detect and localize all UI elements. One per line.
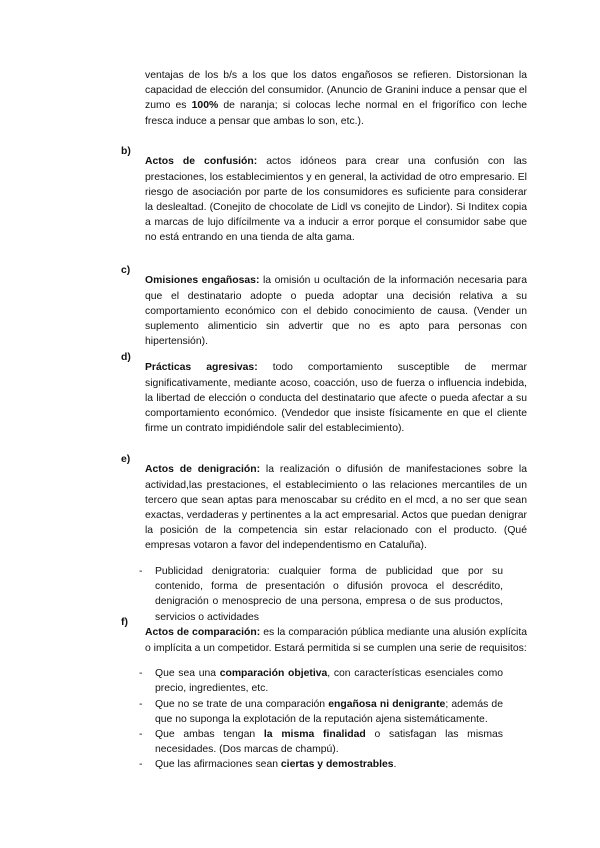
- dash-bullet: -: [139, 566, 143, 577]
- dash-bullet: -: [139, 698, 143, 710]
- item-body: [145, 360, 527, 436]
- item-term: Omisiones engañosas:: [145, 275, 260, 287]
- item-body: [145, 462, 527, 553]
- item-term: Prácticas agresivas:: [145, 362, 258, 374]
- list-item: [121, 697, 503, 727]
- dash-bullet: -: [139, 668, 143, 680]
- list-item-bold: engañosa ni denigrante: [328, 698, 446, 710]
- item-term: Actos de confusión:: [145, 156, 258, 168]
- item-body: [145, 273, 527, 349]
- item-letter: c): [121, 265, 131, 276]
- list-item: [121, 727, 503, 757]
- list-item-bold: ciertas y demostrables: [280, 759, 394, 771]
- item-letter: f): [121, 617, 128, 628]
- item-text: la omisión u ocultación de la información necesaria para que el destinatario adopte o pueda adoptar una decisión relativa a su comportamiento económico con el debido conocimiento de causa. (Vender un suplemento alimenticio sin advertir que no es apto para personas con hipertensión).: [145, 275, 527, 348]
- item-actos-de-comparacion: [121, 615, 527, 773]
- item-term: Actos de denigración:: [145, 464, 261, 476]
- item-letter: d): [121, 352, 131, 363]
- list-item-text: Que las afirmaciones sean: [155, 759, 281, 771]
- list-item-text: Publicidad denigratoria: cualquier forma de publicidad que por su contenido, forma de presentación o difusión provoca el descrédito, denigración o menosprecio de una persona, empresa o de sus productos, servicios o actividades: [155, 566, 503, 623]
- item-letter: b): [121, 146, 131, 157]
- item-text: es la comparación pública mediante una alusión explícita o implícita a un competidor. Estará permitida si se cumplen una serie de requisitos:: [145, 627, 527, 654]
- sub-list: [121, 666, 503, 772]
- list-item-text: Que no se trate de una comparación: [155, 698, 329, 710]
- list-item-text: .: [393, 759, 397, 771]
- item-text: actos idóneos para crear una confusión con las prestaciones, los establecimientos y en general, la actividad de otro empresario. El riesgo de asociación por parte de los consumidores es suficiente para considerar la deslealtad. (Conejito de chocolate de Lidl vs conejito de Lindor). Si Inditex copia a marcas de lujo difícilmente va a inducir a error porque el consumidor sabe que no está entrando en una tienda de alta gama.: [145, 156, 527, 244]
- intro-text-2: de naranja; si colocas leche normal en el frigorífico con leche fresca induce a pensar que ambas lo son, etc.).: [145, 100, 528, 127]
- list-item: [121, 757, 503, 772]
- list-item-text: Que sea una: [155, 668, 220, 680]
- item-body: [145, 154, 527, 245]
- dash-bullet: -: [139, 729, 143, 740]
- item-omisiones-enganosas: [121, 263, 527, 360]
- list-item: [121, 666, 503, 696]
- item-term: Actos de comparación:: [145, 627, 261, 639]
- intro-text-1: ventajas de los b/s a los que los datos engañosos se refieren. Distorsionan la capacidad de elección del consumidor. (Anuncio de Granini induce a pensar que el zumo es: [145, 70, 527, 112]
- item-text: la realización o difusión de manifestaciones sobre la actividad,las prestaciones, el establecimiento o las relaciones mercantiles de un tercero que sean aptas para menoscabar su crédito en el mcd, a no ser que sean exactas, verdaderas y pertinentes a la act empresarial. Actos que puedan denigrar la posición de la competencia sin estar relacionado con el producto. (Qué empresas votaron a favor del independentismo en Cataluña).: [145, 464, 527, 552]
- item-actos-de-confusion: [121, 144, 527, 256]
- item-body: [145, 625, 527, 655]
- dash-bullet: -: [139, 759, 143, 771]
- list-item-text: , con características esenciales como precio, ingredientes, etc.: [155, 668, 504, 695]
- list-item-bold: la misma finalidad: [263, 729, 366, 740]
- list-item-bold: comparación objetiva: [219, 668, 328, 680]
- list-item-text: o satisfagan las mismas necesidades. (Dos marcas de champú).: [155, 729, 503, 756]
- item-practicas-agresivas: [121, 350, 527, 447]
- list-item-text: Que ambas tengan: [155, 729, 264, 740]
- item-actos-de-denigracion: [121, 452, 527, 625]
- intro-paragraph: [145, 68, 527, 129]
- intro-bold-percent: 100%: [191, 100, 219, 112]
- list-item-text: ; además de que no suponga la explotación de la reputación ajena sistemáticamente.: [155, 698, 503, 725]
- item-text: todo comportamiento susceptible de mermar significativamente, mediante acoso, coacción, uso de fuerza o influencia indebida, la libertad de elección o conducta del destinatario que afecte o pueda afectar a su comportamiento económico. (Vendedor que insiste físicamente en que el cliente firme un contrato impidiéndole salir del establecimiento).: [145, 362, 527, 435]
- item-letter: e): [121, 454, 131, 465]
